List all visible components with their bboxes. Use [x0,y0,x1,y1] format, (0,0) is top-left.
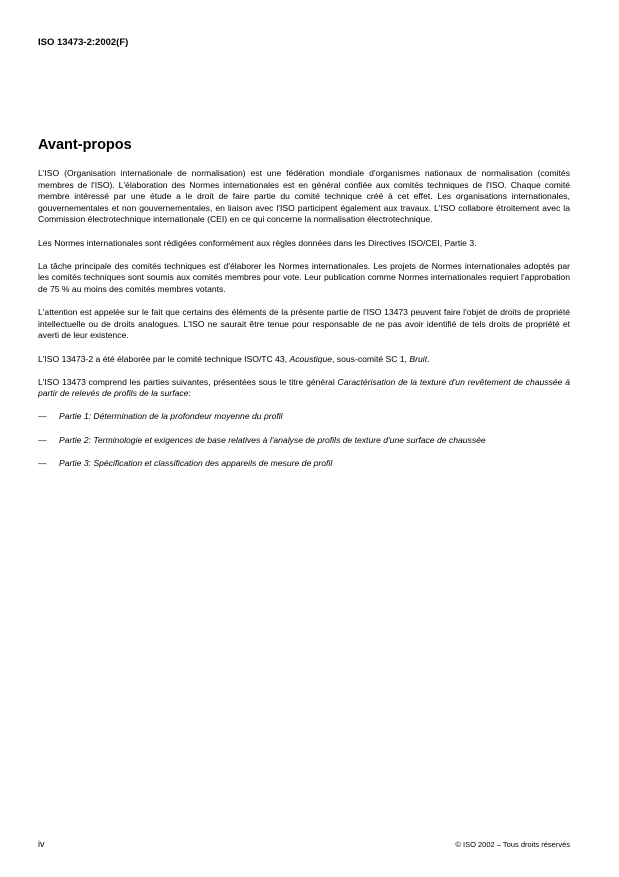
paragraph-prepared-by [38,354,570,366]
copyright-notice: © ISO 2002 – Tous droits réservés [455,840,570,849]
part-1-title: Partie 1: Détermination de la profondeur moyenne du profil [59,411,283,422]
page-number: iv [38,839,45,849]
foreword-body [38,168,570,481]
subcommittee-text: , sous-comité SC 1, [332,353,410,364]
parts-intro-text: L'ISO 13473 comprend les parties suivantes, présentées sous le titre général [38,376,338,387]
part-3-title: Partie 3: Spécification et classification des appareils de mesure de profil [59,457,333,468]
dash-bullet: — [38,411,47,422]
list-item-part-3 [38,458,570,470]
dash-bullet: — [38,434,47,445]
document-id: ISO 13473-2:2002(F) [38,37,129,48]
page-title: Avant-propos [38,137,132,153]
paragraph-patent-rights: L'attention est appelée sur le fait que certains des éléments de la présente partie de l'ISO 13473 peuvent faire l'objet de droits de propriété intellectuelle ou de droits analogues. L'ISO ne saurait être tenue pour responsable de ne pas avoir identifié de tels droits de propriété et averti de leur existence. [38,307,570,341]
prepared-by-text: L'ISO 13473-2 a été élaborée par le comité technique ISO/TC 43, [38,353,290,364]
list-item-part-1 [38,411,570,423]
part-2-title: Partie 2: Terminologie et exigences de base relatives à l'analyse de profils de texture d'une surface de chaussée [59,434,486,445]
subcommittee-title: Bruit [409,353,428,364]
paragraph-iso-organisation: L'ISO (Organisation internationale de normalisation) est une fédération mondiale d'organismes nationaux de normalisation (comités membres de l'ISO). L'élaboration des Normes internationales est en général confiée aux comités techniques de l'ISO. Chaque comité membre intéressé par une étude a le droit de faire partie du comité technique créé à cet effet. Les organisations internationales, gouvernementales et non gouvernementales, en liaison avec l'ISO participent également aux travaux. L'ISO collabore étroitement avec la Commission électrotechnique internationale (CEI) en ce qui concerne la normalisation électrotechnique. [38,168,570,225]
list-item-part-2 [38,435,570,447]
sentence-end: . [427,353,430,364]
paragraph-main-task: La tâche principale des comités techniques est d'élaborer les Normes internationales. Les projets de Normes internationales adoptés par les comités techniques sont soumis aux comités membres pour vote. Leur publication comme Normes internationales requiert l'approbation de 75 % au moins des comités membres votants. [38,260,570,294]
paragraph-parts-intro [38,377,570,400]
general-title: Caractérisation de la texture d'un revêtement de chaussée à partir de relevés de profils de la surface [38,376,570,399]
committee-title: Acoustique [289,353,333,364]
colon: : [188,388,191,399]
paragraph-directives: Les Normes internationales sont rédigées conformément aux règles données dans les Directives ISO/CEI, Partie 3. [38,237,477,248]
dash-bullet: — [38,457,47,468]
